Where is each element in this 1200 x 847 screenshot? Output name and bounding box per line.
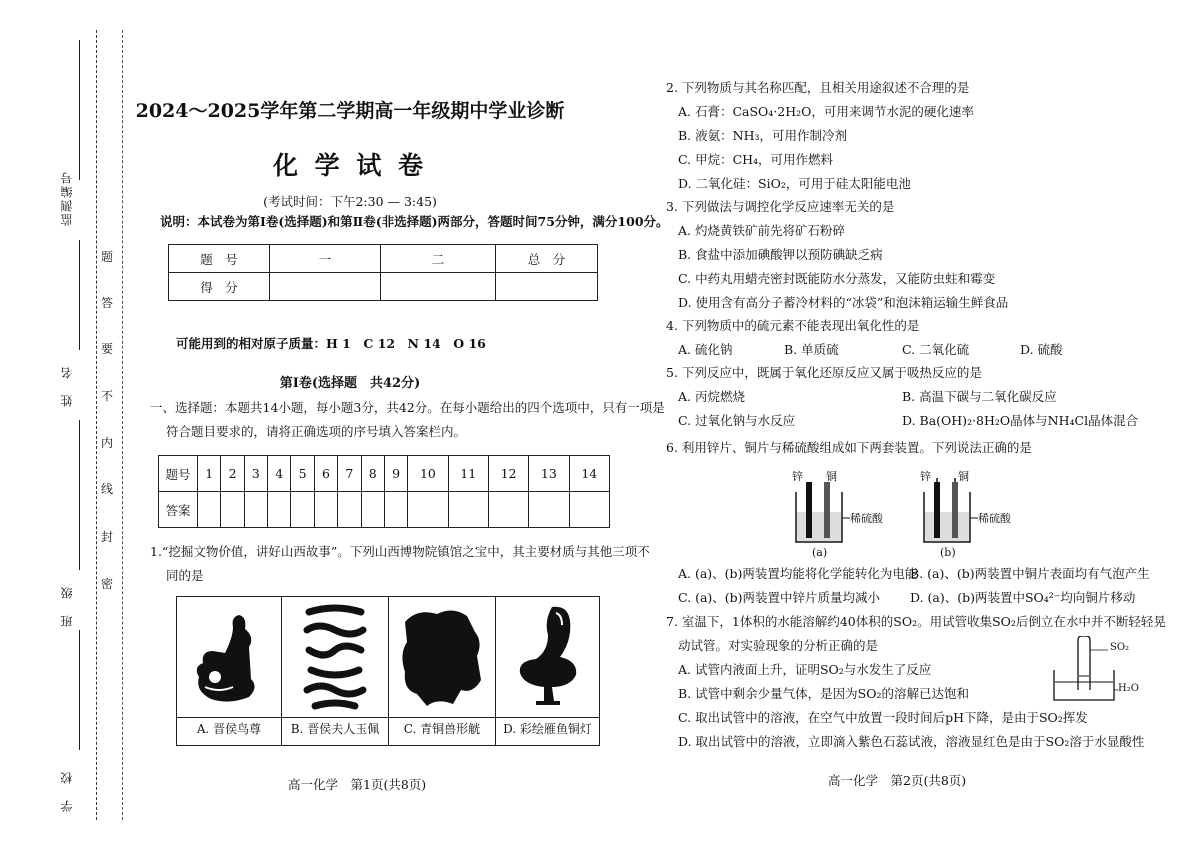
score-header-total: 总 分	[496, 245, 598, 273]
label-id: 监测编号	[60, 170, 74, 226]
seal-word-2: 答	[101, 296, 114, 310]
seal-word-3: 要	[101, 342, 114, 356]
label-school: 学 校	[60, 770, 74, 812]
footer-page-2: 高一化学 第2页(共8页)	[828, 773, 967, 788]
apparatus-a-caption: (a)	[812, 546, 828, 559]
answer-num: 1	[198, 456, 221, 492]
so2-label: SO₂	[1110, 642, 1130, 653]
answer-num: 2	[221, 456, 244, 492]
binding-line-outer	[96, 30, 97, 820]
question-3-option-a: A. 灼烧黄铁矿前先将矿石粉碎	[678, 223, 845, 238]
question-6-option-d: D. (a)、(b)两装置中SO₄²⁻均向铜片移动	[910, 590, 1136, 605]
question-3: 3. 下列做法与调控化学反应速率无关的是	[666, 199, 895, 214]
apparatus-a-zinc-label: 锌	[792, 470, 803, 483]
question-6: 6. 利用锌片、铜片与稀硫酸组成如下两套装置。下列说法正确的是	[666, 440, 1032, 455]
score-table	[168, 244, 598, 301]
h2o-label: H₂O	[1118, 683, 1139, 694]
question-4-option-d: D. 硫酸	[1020, 342, 1063, 357]
question-3-option-b: B. 食盐中添加碘酸钾以预防碘缺乏病	[678, 247, 883, 262]
answer-cell[interactable]	[221, 492, 244, 528]
seal-word-1: 题	[101, 250, 114, 264]
score-header-label: 题 号	[169, 245, 270, 273]
answer-num: 3	[244, 456, 267, 492]
question-5-option-d: D. Ba(OH)₂·8H₂O晶体与NH₄Cl晶体混合	[902, 413, 1139, 428]
question-7-option-d: D. 取出试管中的溶液，立即滴入紫色石蕊试液，溶液显红色是由于SO₂溶于水显酸性	[678, 734, 1145, 749]
label-class: 班 级	[60, 585, 74, 627]
part1-instruction-2: 符合题目要求的，请将正确选项的序号填入答案栏内。	[166, 424, 467, 439]
seal-word-7: 封	[101, 530, 114, 544]
score-header-part2: 二	[381, 245, 496, 273]
seal-word-6: 线	[101, 482, 114, 496]
question-6-option-b: B. (a)、(b)两装置中铜片表面均有气泡产生	[910, 566, 1150, 581]
answer-cell[interactable]	[291, 492, 314, 528]
question-2-option-a: A. 石膏：CaSO₄·2H₂O，可用来调节水泥的硬化速率	[678, 104, 974, 119]
answer-cell[interactable]	[268, 492, 291, 528]
apparatus-b	[918, 472, 1018, 562]
answer-num: 9	[384, 456, 407, 492]
apparatus-b-acid-label: 稀硫酸	[978, 512, 1011, 525]
answer-num: 12	[488, 456, 528, 492]
question-7-option-b: B. 试管中剩余少量气体，是因为SO₂的溶解已达饱和	[678, 686, 969, 701]
caption-a: A. 晋侯鸟尊	[196, 722, 262, 736]
answer-cell[interactable]	[488, 492, 528, 528]
label-name: 姓 名	[60, 365, 74, 407]
question-5: 5. 下列反应中，既属于氧化还原反应又属于吸热反应的是	[666, 365, 982, 380]
apparatus-a	[790, 472, 890, 562]
goose-fish-lamp-image	[496, 597, 599, 718]
bronze-beast-vessel-image	[389, 597, 495, 718]
question-4-option-c: C. 二氧化硫	[902, 342, 970, 357]
score-cell-part2[interactable]	[381, 273, 496, 301]
question-2: 2. 下列物质与其名称匹配，且相关用途叙述不合理的是	[666, 80, 970, 95]
score-row-label: 得 分	[169, 273, 270, 301]
subject-title: 化 学 试 卷	[272, 151, 428, 180]
bird-vessel-image	[177, 597, 281, 718]
apparatus-a-copper-label: 铜	[826, 470, 837, 483]
score-header-part1: 一	[270, 245, 381, 273]
score-cell-total[interactable]	[496, 273, 598, 301]
question-3-option-d: D. 使用含有高分子蓄冷材料的“冰袋”和泡沫箱运输生鲜食品	[678, 295, 1009, 310]
answer-cell[interactable]	[338, 492, 361, 528]
footer-page-1: 高一化学 第1页(共8页)	[288, 777, 427, 792]
answer-table-row-label: 答案	[159, 492, 198, 528]
seal-word-8: 密	[101, 577, 114, 591]
seal-word-4: 不	[101, 389, 114, 403]
artifact-a	[177, 597, 282, 745]
question-6-option-c: C. (a)、(b)两装置中锌片质量均减小	[678, 590, 881, 605]
question-2-option-c: C. 甲烷：CH₄，可用作燃料	[678, 152, 834, 167]
apparatus-b-copper-label: 铜	[958, 470, 969, 483]
question-4-option-b: B. 单质硫	[784, 342, 839, 357]
artifact-b	[282, 597, 389, 745]
question-7-option-a: A. 试管内液面上升，证明SO₂与水发生了反应	[678, 662, 932, 677]
score-cell-part1[interactable]	[270, 273, 381, 301]
exam-title: 2024～2025学年第二学期高一年级期中学业诊断	[135, 100, 565, 122]
answer-num: 6	[314, 456, 337, 492]
name-underline	[79, 240, 80, 350]
exam-note: 说明：本试卷为第Ⅰ卷(选择题)和第Ⅱ卷(非选择题)两部分，答题时间75分钟，满分100分。	[160, 214, 669, 229]
id-underline	[79, 40, 80, 180]
caption-d: D. 彩绘雁鱼铜灯	[503, 722, 592, 736]
question-4-option-a: A. 硫化钠	[678, 342, 733, 357]
question-4: 4. 下列物质中的硫元素不能表现出氧化性的是	[666, 318, 920, 333]
answer-num: 8	[361, 456, 384, 492]
answer-table-header-label: 题号	[159, 456, 198, 492]
artifact-c	[389, 597, 496, 745]
question-6-option-a: A. (a)、(b)两装置均能将化学能转化为电能	[678, 566, 918, 581]
answer-num: 4	[268, 456, 291, 492]
part1-heading: 第Ⅰ卷(选择题 共42分)	[279, 376, 421, 391]
answer-cell[interactable]	[198, 492, 221, 528]
question-7-line-1: 7. 室温下，1体积的水能溶解约40体积的SO₂。用试管收集SO₂后倒立在水中并不断轻轻晃	[666, 614, 1166, 629]
apparatus-a-acid-label: 稀硫酸	[850, 512, 883, 525]
answer-num: 10	[408, 456, 448, 492]
artifact-figure-row	[176, 596, 600, 746]
seal-word-5: 内	[101, 436, 114, 450]
question-5-option-b: B. 高温下碳与二氧化碳反应	[902, 389, 1057, 404]
question-5-option-c: C. 过氧化钠与水反应	[678, 413, 796, 428]
answer-num: 11	[448, 456, 488, 492]
exam-time: (考试时间：下午2:30 — 3:45)	[263, 194, 437, 209]
atomic-mass: 可能用到的相对原子质量：H 1 C 12 N 14 O 16	[176, 336, 486, 351]
question-3-option-c: C. 中药丸用蜡壳密封既能防水分蒸发，又能防虫蛀和霉变	[678, 271, 996, 286]
answer-cell[interactable]	[448, 492, 488, 528]
jade-pendant-image	[282, 597, 388, 718]
question-1-line-1: 1.“挖掘文物价值，讲好山西故事”。下列山西博物院镇馆之宝中，其主要材质与其他三项不	[150, 544, 650, 559]
answer-num: 13	[529, 456, 569, 492]
apparatus-b-zinc-label: 锌	[920, 470, 931, 483]
artifact-d	[496, 597, 599, 745]
answer-cell[interactable]	[569, 492, 609, 528]
so2-tube-diagram	[1050, 636, 1140, 702]
class-underline	[79, 420, 80, 570]
caption-b: B. 晋侯夫人玉佩	[290, 722, 380, 736]
answer-num: 5	[291, 456, 314, 492]
answer-num: 14	[569, 456, 609, 492]
answer-cell[interactable]	[408, 492, 448, 528]
school-underline	[79, 630, 80, 750]
part1-instruction-1: 一、选择题：本题共14小题，每小题3分，共42分。在每小题给出的四个选项中，只有一项是	[150, 400, 665, 415]
answer-cell[interactable]	[244, 492, 267, 528]
answer-num: 7	[338, 456, 361, 492]
question-7-line-2: 动试管。对实验现象的分析正确的是	[678, 638, 879, 653]
caption-c: C. 青铜兽形觥	[403, 722, 481, 736]
question-2-option-b: B. 液氨：NH₃，可用作制冷剂	[678, 128, 847, 143]
question-7-option-c: C. 取出试管中的溶液，在空气中放置一段时间后pH下降，是由于SO₂挥发	[678, 710, 1088, 725]
answer-cell[interactable]	[361, 492, 384, 528]
question-5-option-a: A. 丙烷燃烧	[678, 389, 745, 404]
apparatus-b-caption: (b)	[940, 546, 956, 559]
answer-cell[interactable]	[529, 492, 569, 528]
answer-cell[interactable]	[384, 492, 407, 528]
question-2-option-d: D. 二氧化硅：SiO₂，可用于硅太阳能电池	[678, 176, 911, 191]
answer-cell[interactable]	[314, 492, 337, 528]
answer-table	[158, 455, 610, 528]
question-1-line-2: 同的是	[166, 568, 204, 583]
